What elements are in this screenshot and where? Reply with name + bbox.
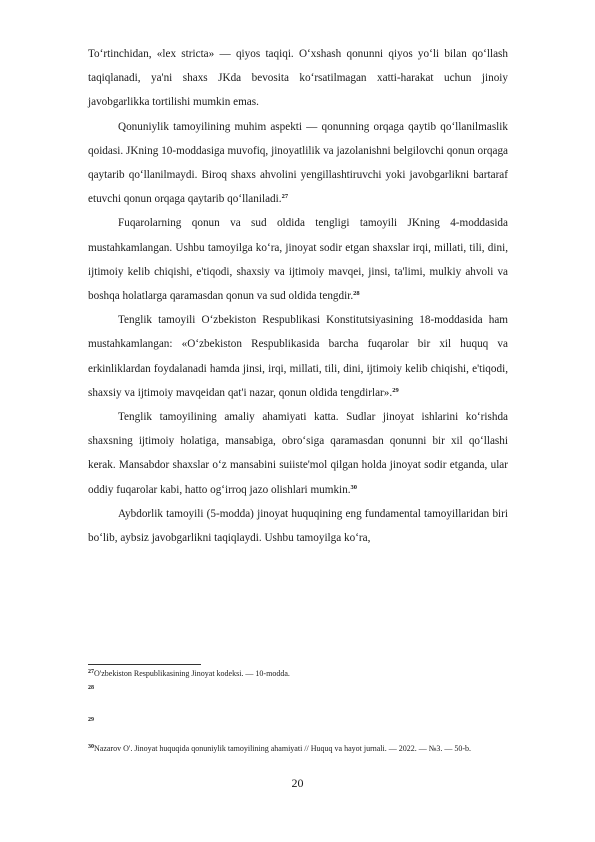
- page-number: 20: [291, 776, 304, 790]
- paragraph-6: Aybdorlik tamoyili (5-modda) jinoyat huquqining eng fundamental tamoyillaridan biri bo‘lib, aybsiz javobgarlikni taqiqlaydi. Ushbu tamoyilga ko‘ra,: [88, 507, 508, 545]
- paragraph-3: Fuqarolarning qonun va sud oldida tengligi tamoyili JKning 4-moddasida mustahkamlangan. Ushbu tamoyilga ko‘ra, jinoyat sodir etgan shaxslar irqi, millati, tili, dini, ijtimoiy kelib chiqishi, e'tiqodi, shaxsiy va ijtimoiy mavqei, jinsi, ta'limi, mulkiy ahvoli va boshqa holatlarga qaramasdan qonun va sud oldida tengdir.$^{28}$: [88, 217, 508, 303]
- page-body: [88, 42, 508, 550]
- footnote-ref-27[interactable]: 27: [281, 193, 289, 201]
- paragraph-5: Tenglik tamoyilining amaliy ahamiyati katta. Sudlar jinoyat ishlarini ko‘rishda shaxsning ijtimoiy holatiga, mansabiga, obro‘siga qaramasdan qonunni bir xil qo‘llashi kerak. Mansabdor shaxslar o‘z mansabini suiiste'mol qilgan holda jinoyat sodir etganda, ular oddiy fuqarolar kabi, hatto og‘irroq jazo olishlari mumkin.$^{30}$: [88, 411, 508, 496]
- footnote-ref-30[interactable]: 30: [350, 483, 358, 491]
- footnote-number: 27: [88, 669, 94, 675]
- paragraph-2: Qonuniylik tamoyilining muhim aspekti — qonunning orqaga qaytib qo‘llanilmaslik qoidasi. JKning 10-moddasiga muvofiq, jinoyatlilik va jazolanishni belgilovchi qonun orqaga qaytarib qo‘llanilmaydi. Biroq shaxs ahvolini yengillashtiruvchi yoki javobgarlikni bartaraf etuvchi qonun orqaga qaytarib qo‘llaniladi.$^{27}$: [88, 120, 508, 206]
- footnote-number: 30: [88, 744, 94, 750]
- footnote-ref-29[interactable]: 29: [392, 386, 399, 394]
- footnote-30: [88, 743, 508, 754]
- footnote-text: Nazarov O'. Jinoyat huquqida qonuniylik tamoyilining ahamiyati // Huquq va hayot jurnali. — 2022. — №3. — 50-b.: [94, 744, 472, 753]
- paragraph-4: Tenglik tamoyili O‘zbekiston Respublikasi Konstitutsiyasining 18-moddasida ham mustahkamlangan: «O‘zbekiston Respublikasida barcha fuqarolar bir xil huquq va erkinliklardan foydalanadi hamda jinsi, irqi, millati, tili, dini, ijtimoiy kelib chiqishi, e'tiqodi, shaxsiy va ijtimoiy mavqeidan qat'i nazar, qonun oldida tengdirlar».$^{29}$: [88, 314, 508, 399]
- footnote-28: [88, 681, 508, 694]
- paragraph-1: To‘rtinchidan, «lex stricta» — qiyos taqiqi. O‘xshash qonunni qiyos yo‘li bilan qo‘llash taqiqlanadi, ya'ni shaxs JKda bevosita ko‘rsatilmagan xatti-harakat uchun jinoiy javobgarlikka tortilishi mumkin emas.: [88, 48, 508, 109]
- footnote-27: [88, 668, 508, 679]
- footnote-text: O'zbekiston Respublikasining Jinoyat kodeksi. — 10-modda.: [94, 669, 290, 678]
- footnote-ref-28[interactable]: 28: [353, 290, 360, 298]
- footnote-29: [88, 713, 508, 726]
- footnote-number: 28: [88, 685, 94, 691]
- footnote-separator: [88, 664, 201, 665]
- footnote-number: 29: [88, 717, 94, 723]
